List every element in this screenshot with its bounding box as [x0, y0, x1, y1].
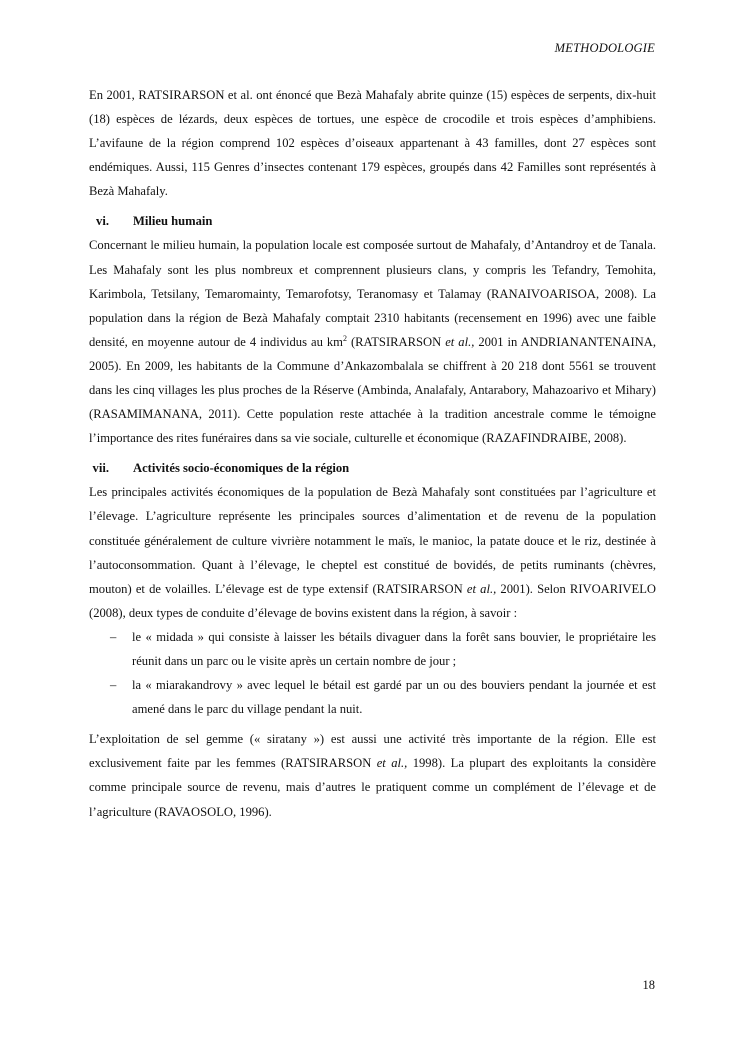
dash-bullet: –	[110, 629, 117, 644]
list-item-text: la « miarakandrovy » avec lequel le bétail est gardé par un ou des bouviers pendant la journée et est amené dans le parc du village pendant la nuit.	[132, 678, 656, 717]
list-item-text: le « midada » qui consiste à laisser les bétails divaguer dans la forêt sans bouvier, le propriétaire les réunit dans un parc ou le visite après un certain nombre de jour ;	[132, 629, 656, 668]
paragraph-activites	[89, 480, 656, 625]
italic-et-al: et al.,	[466, 581, 497, 596]
paragraph-text: Les principales activités économiques de la population de Bezà Mahafaly sont constituées par l’agriculture et l’élevage. L’agriculture représente les principales sources d’alimentation et de revenu de la population constituée généralement de culture vivrière notamment le maïs, le manioc, la patate douce et le riz, destinée à l’autoconsommation. Quant à l’élevage, le cheptel est constitué de bovidés, de petits ruminants (chèvres, mouton) et de volailles. L’élevage est de type extensif (RATSIRARSON	[89, 485, 656, 596]
page-number: 18	[642, 978, 655, 992]
paragraph-text: (RATSIRARSON	[346, 334, 446, 349]
page-body	[89, 83, 656, 824]
italic-et-al: et al.,	[376, 756, 408, 771]
section-title: Activités socio-économiques de la région	[133, 461, 350, 476]
section-title: Milieu humain	[133, 214, 213, 229]
paragraph-milieu-humain	[89, 233, 656, 450]
section-number: vii.	[92, 461, 109, 476]
italic-et-al: et al.,	[445, 334, 475, 349]
list-item	[89, 673, 656, 721]
dash-bullet: –	[110, 678, 117, 693]
paragraph-text: 2001 in ANDRIANANTENAINA, 2005). En 2009, les habitants de la Commune d’Ankazombalala se chiffrent à 20 218 dont 5561 se trouvent dans les cinq villages les plus proches de la Réserve (Ambinda, Analafaly, Antarabory, Mahazoarivo et Mihary) (RASAMIMANANA, 2011). Cette population reste attachée à la tradition ancestrale comme le témoigne l’importance des rites funéraires dans sa vie sociale, culturelle et économique (RAZAFINDRAIBE, 2008).	[89, 334, 656, 446]
paragraph-text: 1998). La plupart des exploitants la considère comme principale source de revenu, mais d’autres le pratiquent comme un complément de l’élevage et de l’agriculture (RAVAOSOLO, 1996).	[89, 756, 656, 819]
section-heading-milieu-humain	[89, 209, 656, 233]
running-header: METHODOLOGIE	[554, 41, 655, 55]
list-item	[89, 625, 656, 673]
paragraph-text: Concernant le milieu humain, la population locale est composée surtout de Mahafaly, d’Antandroy et de Tanala. Les Mahafaly sont les plus nombreux et comprennent plusieurs clans, y compris les Tefandry, Temohita, Karimbola, Tetsilany, Temaromainty, Temarofotsy, Teranomasy et Talamay (RANAIVOARISOA, 2008). La population dans la région de Bezà Mahafaly comptait 2310 habitants (recensement en 1996) avec une faible densité, en moyenne autour de 4 individus au km	[89, 238, 656, 349]
section-number: vi.	[96, 214, 109, 229]
section-heading-activites	[89, 456, 656, 480]
paragraph-text: L’exploitation de sel gemme (« siratany ») est aussi une activité très importante de la région. Elle est exclusivement faite par les femmes (RATSIRARSON	[89, 732, 656, 771]
bullet-list	[89, 625, 656, 721]
superscript: 2	[342, 333, 347, 343]
paragraph-sel-gemme	[89, 727, 656, 823]
paragraph-text: 2001). Selon RIVOARIVELO (2008), deux types de conduite d’élevage de bovins existent dans la région, à savoir :	[89, 581, 656, 620]
paragraph-fauna: En 2001, RATSIRARSON et al. ont énoncé que Bezà Mahafaly abrite quinze (15) espèces de serpents, dix-huit (18) espèces de lézards, deux espèces de tortues, une espèce de crocodile et trois espèces d’amphibiens. L’avifaune de la région comprend 102 espèces d’oiseaux appartenant à 43 familles, dont 27 espèces sont endémiques. Aussi, 115 Genres d’insectes contenant 179 espèces, groupés dans 42 Familles sont représentés à Bezà Mahafaly.	[89, 88, 656, 199]
